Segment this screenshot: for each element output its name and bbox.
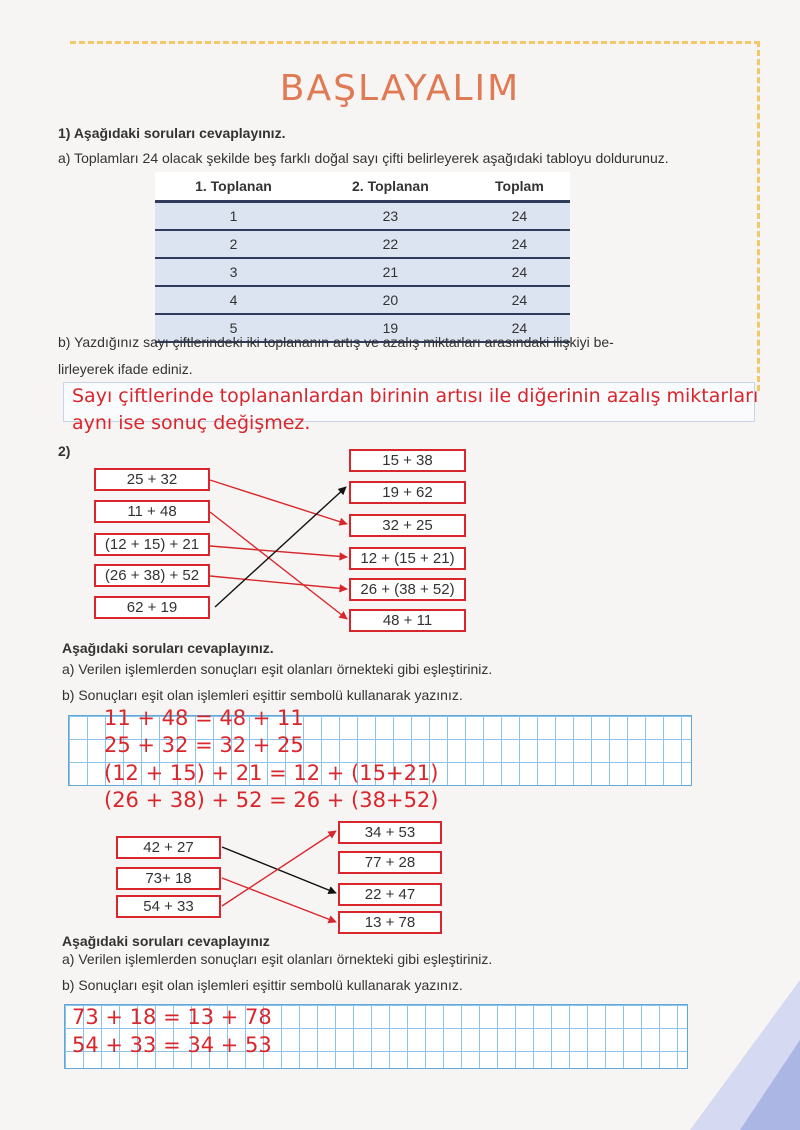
table-cell: 24 [469,202,570,231]
table-cell: 4 [155,286,312,314]
handwritten-equation: 11 + 48 = 48 + 11 [104,706,304,730]
section2-heading: Aşağıdaki soruları cevaplayınız. [62,640,274,656]
right-expression-box: 13 + 78 [338,911,442,934]
page-title: BAŞLAYALIM [279,68,521,109]
section1-part-a: a) Toplamları 24 olacak şekilde beş farklı doğal sayı çifti belirleyerek aşağıdaki tabloyu doldurunuz. [58,150,669,166]
left-expression-box: (12 + 15) + 21 [94,533,210,556]
handwritten-answer-line1: Sayı çiftlerinde toplananlardan birinin artısı ile diğerinin azalış miktarları [72,385,759,407]
right-expression-box: 48 + 11 [349,609,466,632]
table-cell: 24 [469,258,570,286]
section3-part-a: a) Verilen işlemlerden sonuçları eşit olanları örnekteki gibi eşleştiriniz. [62,951,493,967]
table-cell: 23 [312,202,469,231]
section2-part-b: b) Sonuçları eşit olan işlemleri eşittir sembolü kullanarak yazınız. [62,687,463,703]
arrow-54-33-to-34-53 [222,831,336,906]
decorative-corner-inner [740,1040,800,1130]
right-expression-box: 26 + (38 + 52) [349,578,466,601]
arrow-25-32-to-32-25 [210,480,347,524]
handwritten-equation: 73 + 18 = 13 + 78 [72,1005,272,1029]
table-cell: 22 [312,230,469,258]
table-cell: 24 [469,230,570,258]
left-expression-box: 42 + 27 [116,836,221,859]
table-cell: 19 [312,314,469,342]
right-expression-box: 19 + 62 [349,481,466,504]
left-expression-box: 54 + 33 [116,895,221,918]
table-header: 2. Toplanan [312,172,469,202]
handwritten-equation: 54 + 33 = 34 + 53 [72,1033,272,1057]
section2-part-a: a) Verilen işlemlerden sonuçları eşit olanları örnekteki gibi eşleştiriniz. [62,661,493,677]
table-cell: 2 [155,230,312,258]
left-expression-box: 25 + 32 [94,468,210,491]
table-cell: 1 [155,202,312,231]
right-expression-box: 15 + 38 [349,449,466,472]
handwritten-answer-line2: aynı ise sonuç değişmez. [72,412,311,434]
left-expression-box: 73+ 18 [116,867,221,890]
arrow-12-15-21 [210,546,347,557]
right-expression-box: 34 + 53 [338,821,442,844]
right-expression-box: 32 + 25 [349,514,466,537]
arrow-11-48-to-48-11 [210,512,347,619]
handwritten-equation: (12 + 15) + 21 = 12 + (15+21) [104,761,439,785]
section2-label: 2) [58,443,71,459]
table-cell: 20 [312,286,469,314]
table-header: 1. Toplanan [155,172,312,202]
arrow-42-27-to-22-47 [222,847,336,893]
arrow-26-38-52 [210,576,347,589]
arrow-62-19-to-19-62 [215,487,346,607]
section3-heading: Aşağıdaki soruları cevaplayınız [62,933,270,949]
arrow-73-18-to-13-78 [222,878,336,922]
left-expression-box: 62 + 19 [94,596,210,619]
left-expression-box: (26 + 38) + 52 [94,564,210,587]
right-expression-box: 22 + 47 [338,883,442,906]
section1-part-b-line2: lirleyerek ifade ediniz. [58,361,193,377]
right-expression-box: 77 + 28 [338,851,442,874]
section1-heading: 1) Aşağıdaki soruları cevaplayınız. [58,125,286,141]
table-cell: 3 [155,258,312,286]
section1-part-b-line1: b) Yazdığınız sayı çiftlerindeki iki toplananın artış ve azalış miktarları arasındaki ilişkiyi be- [58,334,614,350]
table-header: Toplam [469,172,570,202]
table-cell: 5 [155,314,312,342]
table-cell: 24 [469,314,570,342]
handwritten-equation: (26 + 38) + 52 = 26 + (38+52) [104,788,439,812]
right-expression-box: 12 + (15 + 21) [349,547,466,570]
left-expression-box: 11 + 48 [94,500,210,523]
table-cell: 24 [469,286,570,314]
section3-part-b: b) Sonuçları eşit olan işlemleri eşittir sembolü kullanarak yazınız. [62,977,463,993]
handwritten-equation: 25 + 32 = 32 + 25 [104,733,304,757]
table-cell: 21 [312,258,469,286]
